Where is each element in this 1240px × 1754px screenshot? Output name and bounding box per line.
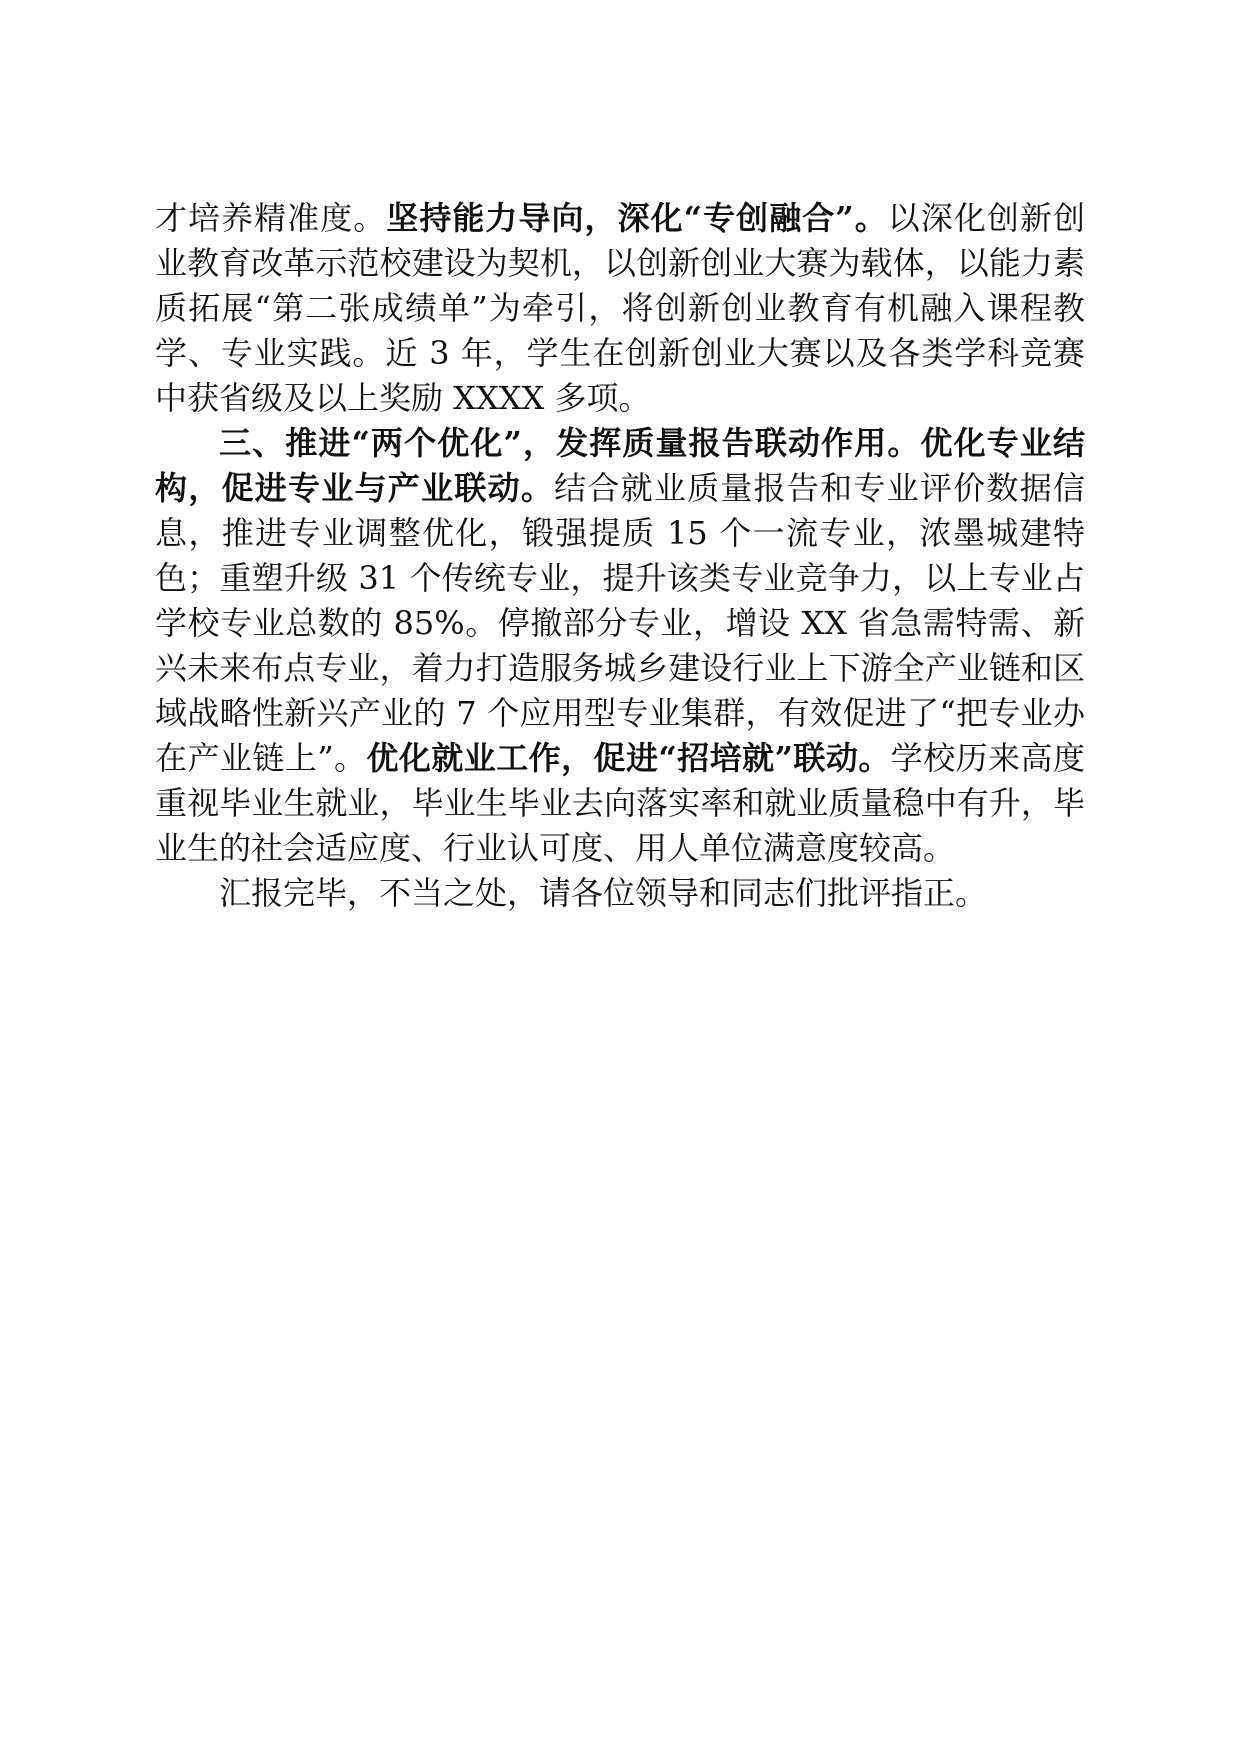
text-run: 结合就业质量报告和专业评价数据信息，推进专业调整优化，锻强提质 15 个一流专业，浓墨城建特色；重塑升级 31 个传统专业，提升该类专业竞争力，以上专业占学校专业总数的 85%。停撤部分专业，增设 XX 省急需特需、新兴未来布点专业，着力打造服务城乡建设行业上下游全产业链和区域战略性新兴产业的 7 个应用型专业集群，有效促进了“把专业办在产业链上”。 xyxy=(155,469,1085,777)
text-run: 才培养精准度。 xyxy=(155,199,387,237)
document-page xyxy=(155,196,1085,916)
bold-heading-run: 坚持能力导向，深化“专创融合”。 xyxy=(386,199,888,237)
text-run: 学校历来高度重视毕业生就业，毕业生毕业去向落实率和就业质量稳中有升，毕业生的社会适应度、行业认可度、用人单位满意度较高。 xyxy=(155,739,1085,867)
bold-heading-run: 优化就业工作，促进“招培就”联动。 xyxy=(366,739,891,777)
paragraph-3 xyxy=(155,871,1085,916)
paragraph-2 xyxy=(155,421,1085,871)
paragraph-1 xyxy=(155,196,1085,421)
closing-text-run: 汇报完毕，不当之处，请各位领导和同志们批评指正。 xyxy=(219,874,988,912)
bold-heading-run: 优化专业结构，促进专业与产业联动。 xyxy=(155,424,1085,507)
text-run: 以深化创新创业教育改革示范校建设为契机，以创新创业大赛为载体，以能力素质拓展“第二张成绩单”为牵引，将创新创业教育有机融入课程教学、专业实践。近 3 年，学生在创新创业大赛以及各类学科竞赛中获省级及以上奖励 XXXX 多项。 xyxy=(155,199,1085,417)
section-heading-run: 三、推进“两个优化”，发挥质量报告联动作用。 xyxy=(219,424,921,462)
